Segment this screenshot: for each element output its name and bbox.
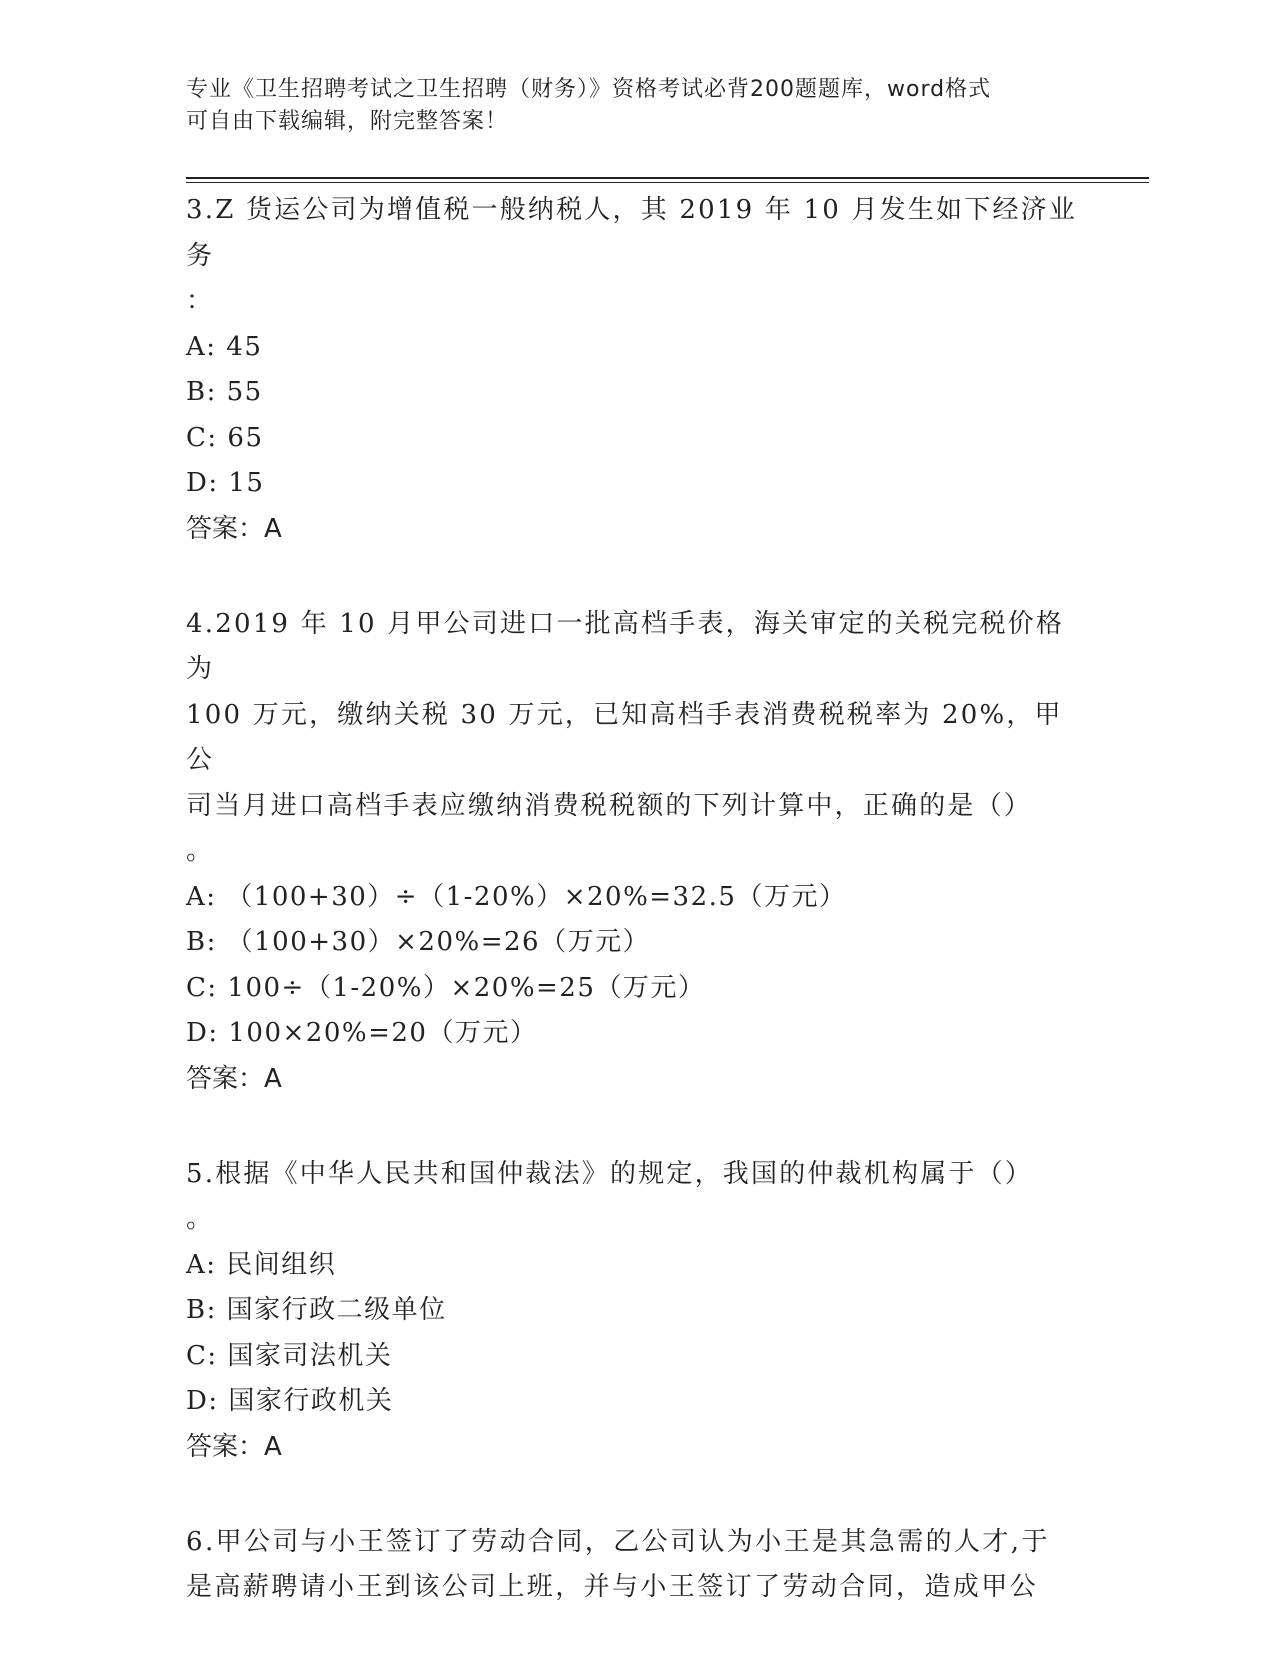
question-stem-line: 3.Z 货运公司为增值税一般纳税人，其 2019 年 10 月发生如下经济业务 [186, 195, 1078, 271]
option-d: D: 100×20%=20（万元） [186, 1018, 538, 1048]
question-5 [186, 1152, 1086, 1470]
option-a: A: 民间组织 [186, 1249, 337, 1280]
question-stem-line: 司当月进口高档手表应缴纳消费税税额的下列计算中，正确的是（） [186, 790, 1033, 821]
question-stem-line: 6.甲公司与小王签订了劳动合同，乙公司认为小王是其急需的人才,于 [186, 1526, 1050, 1557]
header-line-1: 专业《卫生招聘考试之卫生招聘（财务）》资格考试必背200题题库，word格式 [186, 77, 992, 102]
option-d: D: 国家行政机关 [186, 1386, 394, 1416]
option-c: C: 国家司法机关 [186, 1340, 393, 1371]
answer-line: 答案：A [186, 1431, 282, 1462]
header-rule-thick [186, 177, 1149, 179]
header-line-2: 可自由下载编辑，附完整答案！ [186, 109, 509, 134]
question-6 [186, 1520, 1086, 1611]
option-b: B: 国家行政二级单位 [186, 1295, 447, 1325]
option-c: C: 100÷（1-20%）×20%=25（万元） [186, 972, 706, 1003]
question-3 [186, 188, 1086, 552]
question-stem-line: 4.2019 年 10 月甲公司进口一批高档手表，海关审定的关税完税价格为 [186, 608, 1065, 684]
option-a: A: （100+30）÷（1-20%）×20%=32.5（万元） [186, 881, 847, 912]
question-list [186, 188, 1086, 1661]
option-a: A: 45 [186, 331, 263, 362]
option-b: B: （100+30）×20%=26（万元） [186, 927, 651, 957]
question-stem-line: 。 [186, 836, 215, 866]
question-stem-line: ： [186, 286, 215, 316]
header-rule-thin [186, 182, 1149, 183]
question-4 [186, 602, 1086, 1102]
option-b: B: 55 [186, 377, 263, 407]
document-header [186, 74, 1066, 138]
question-stem-line: 。 [186, 1204, 215, 1234]
option-d: D: 15 [186, 468, 265, 498]
question-stem-line: 5.根据《中华人民共和国仲裁法》的规定，我国的仲裁机构属于（） [186, 1158, 1034, 1189]
answer-line: 答案：A [186, 513, 282, 544]
question-stem-line: 100 万元，缴纳关税 30 万元，已知高档手表消费税税率为 20%，甲公 [186, 699, 1063, 775]
answer-line: 答案：A [186, 1063, 282, 1094]
question-stem-line: 是高薪聘请小王到该公司上班，并与小王签订了劳动合同，造成甲公 [186, 1572, 1039, 1602]
option-c: C: 65 [186, 422, 264, 453]
